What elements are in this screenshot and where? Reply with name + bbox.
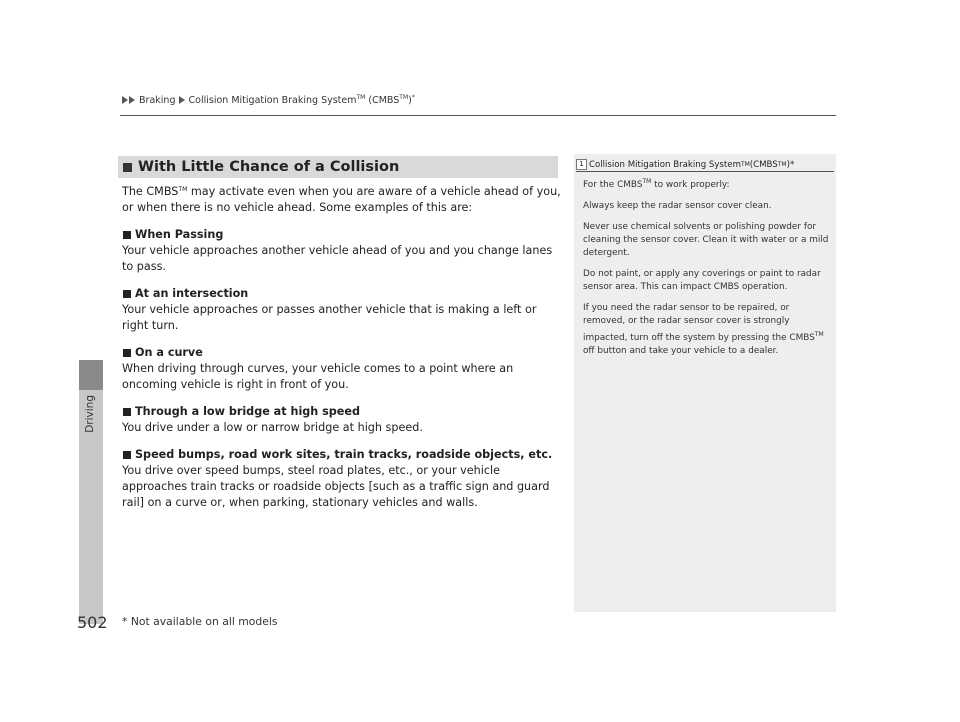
intro-paragraph: The CMBS™ may activate even when you are aware of a vehicle ahead of you, or when there is no vehicle ahead. Some examples of this are: bbox=[122, 185, 561, 214]
sidebar-paragraph: For the CMBS™ to work properly: bbox=[583, 178, 730, 190]
sidebar-paragraph: Do not paint, or apply any coverings or paint to radar sensor area. This can impact CMBS operation. bbox=[583, 269, 821, 292]
item-text: You drive under a low or narrow bridge at high speed. bbox=[122, 421, 423, 434]
bullet-square-icon bbox=[123, 408, 131, 416]
page-number: 502 bbox=[77, 613, 108, 632]
item-title: When Passing bbox=[122, 227, 562, 243]
breadcrumb-asterisk: * bbox=[411, 94, 415, 101]
item-title: On a curve bbox=[122, 345, 562, 361]
sidebar-rule bbox=[576, 171, 834, 172]
sidebar-paragraph: If you need the radar sensor to be repaired, or removed, or the radar sensor cover is strongly impacted, turn off the system by pressing the CMBS™ off button and take your vehicle to a dealer. bbox=[583, 303, 824, 356]
item-text: Your vehicle approaches or passes another vehicle that is making a left or right turn. bbox=[122, 303, 537, 332]
section-title: With Little Chance of a Collision bbox=[138, 159, 400, 175]
item-title: Speed bumps, road work sites, train tracks, roadside objects, etc. bbox=[122, 447, 562, 463]
footnote: * Not available on all models bbox=[122, 615, 278, 628]
sidebar-paragraph: Never use chemical solvents or polishing powder for cleaning the sensor cover. Clean it with water or a mild detergent. bbox=[583, 222, 829, 258]
main-content bbox=[122, 180, 562, 511]
side-tab-marker bbox=[79, 360, 103, 390]
bullet-square-icon bbox=[123, 451, 131, 459]
item-text: You drive over speed bumps, steel road plates, etc., or your vehicle approaches train tracks or roadside objects [such as a traffic sign and guard rail] on a curve or, when parking, stationary vehicles and walls. bbox=[122, 464, 550, 509]
breadcrumb-level1[interactable]: Braking bbox=[139, 95, 176, 106]
side-tab-label: Driving bbox=[84, 395, 96, 433]
bullet-square-icon bbox=[123, 349, 131, 357]
breadcrumb-arrow-icon bbox=[179, 96, 185, 104]
reference-number: 1 bbox=[576, 159, 587, 170]
item-text: Your vehicle approaches another vehicle ahead of you and you change lanes to pass. bbox=[122, 244, 553, 273]
sidebar-paragraph: Always keep the radar sensor cover clean. bbox=[583, 201, 772, 211]
bullet-square-icon bbox=[123, 231, 131, 239]
item-title: Through a low bridge at high speed bbox=[122, 404, 562, 420]
breadcrumb-level2[interactable]: Collision Mitigation Braking System™ (CMBS™) bbox=[188, 94, 412, 106]
sidebar-heading: 1 Collision Mitigation Braking System TM (CMBS TM )* bbox=[576, 159, 794, 170]
breadcrumb-arrow-icon bbox=[122, 96, 128, 104]
bullet-square-icon bbox=[123, 290, 131, 298]
breadcrumb-arrow-icon bbox=[129, 96, 135, 104]
section-header bbox=[118, 156, 558, 178]
sidebar-body bbox=[583, 175, 831, 366]
item-title: At an intersection bbox=[122, 286, 562, 302]
breadcrumb bbox=[122, 94, 415, 106]
top-rule bbox=[120, 115, 836, 116]
section-square-icon bbox=[123, 163, 132, 172]
item-text: When driving through curves, your vehicle comes to a point where an oncoming vehicle is right in front of you. bbox=[122, 362, 514, 391]
